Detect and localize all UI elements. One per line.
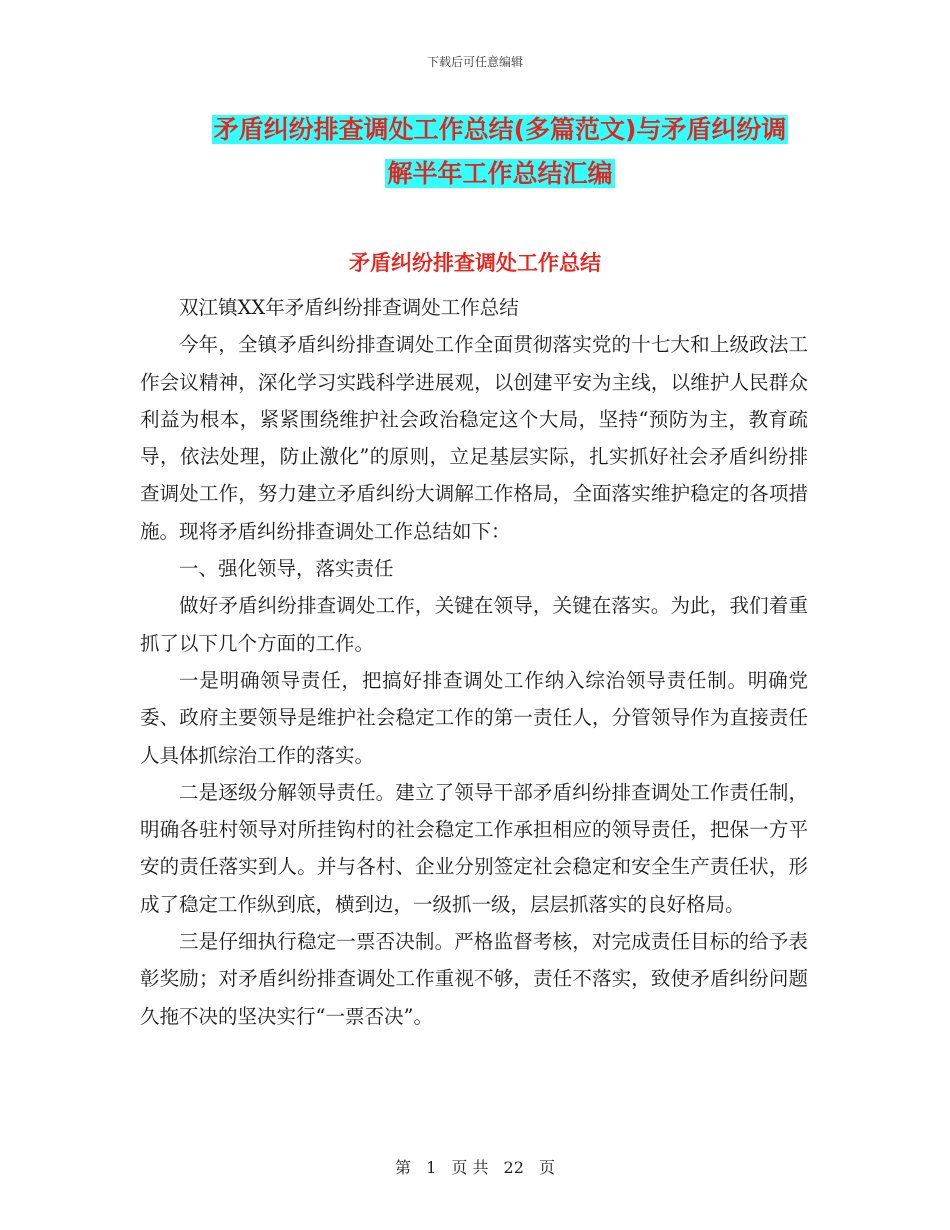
paragraph: 做好矛盾纠纷排查调处工作，关键在领导，关键在落实。为此，我们着重抓了以下几个方面的工作。 <box>140 594 808 655</box>
footer-total-pages: 22 <box>503 1158 524 1177</box>
main-title-line2: 解半年工作总结汇编 <box>387 159 613 188</box>
footer-prefix: 第 <box>394 1158 411 1177</box>
paragraph: 三是仔细执行稳定一票否决制。严格监督考核，对完成责任目标的给予表彰奖励；对矛盾纠纷排查调处工作重视不够，责任不落实，致使矛盾纠纷问题久拖不决的坚决实行“一票否决”。 <box>140 930 808 1028</box>
footer-suffix: 页 <box>539 1158 556 1177</box>
main-title <box>150 108 850 196</box>
paragraph-subtitle: 双江镇XX年矛盾纠纷排查调处工作总结 <box>179 296 519 319</box>
document-body <box>140 289 808 1035</box>
header-note: 下载后可任意编辑 <box>426 55 523 69</box>
footer-page-number: 1 <box>426 1158 437 1177</box>
paragraph: 今年，全镇矛盾纠纷排查调处工作全面贯彻落实党的十七大和上级政法工作会议精神，深化学习实践科学进展观，以创建平安为主线，以维护人民群众利益为根本，紧紧围绕维护社会政治稳定这个大局，坚持“预防为主，教育疏导，依法处理，防止激化”的原则，立足基层实际，扎实抓好社会矛盾纠纷排查调处工作，努力建立矛盾纠纷大调解工作格局，全面落实维护稳定的各项措施。现将矛盾纠纷排查调处工作总结如下： <box>140 333 808 543</box>
paragraph-heading: 一、强化领导，落实责任 <box>179 557 394 581</box>
paragraph: 一是明确领导责任，把搞好排查调处工作纳入综治领导责任制。明确党委、政府主要领导是维护社会稳定工作的第一责任人，分管领导作为直接责任人具体抓综治工作的落实。 <box>140 668 808 767</box>
footer-middle: 页 共 <box>451 1158 489 1177</box>
main-title-line1: 矛盾纠纷排查调处工作总结(多篇范文)与矛盾纠纷调 <box>213 115 787 144</box>
section-title: 矛盾纠纷排查调处工作总结 <box>349 251 601 275</box>
page-footer <box>0 1155 950 1178</box>
paragraph: 二是逐级分解领导责任。建立了领导干部矛盾纠纷排查调处工作责任制，明确各驻村领导对所挂钩村的社会稳定工作承担相应的领导责任，把保一方平安的责任落实到人。并与各村、企业分别签定社会稳定和安全生产责任状，形成了稳定工作纵到底，横到边，一级抓一级，层层抓落实的良好格局。 <box>140 780 808 916</box>
